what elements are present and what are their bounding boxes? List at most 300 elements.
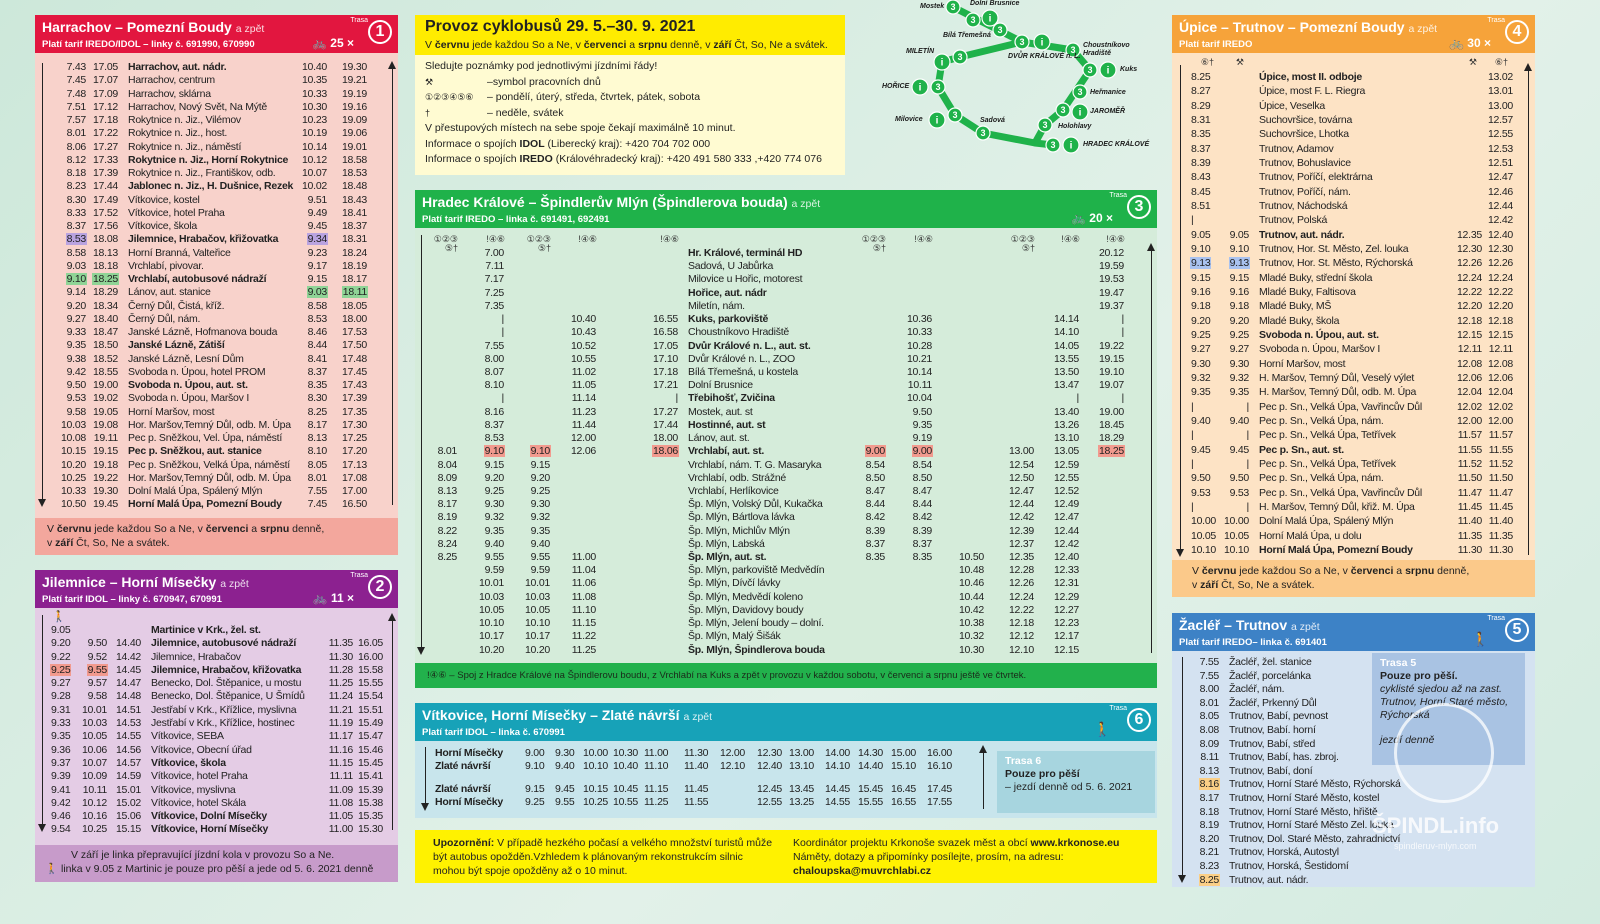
time-cell [1483, 314, 1514, 328]
departure-time: 18.48 [341, 180, 367, 193]
time-cell [933, 379, 985, 392]
time-cell [425, 511, 458, 524]
departure-time: 10.52 [570, 339, 596, 352]
departure-time: 9.30 [530, 498, 550, 511]
trasa-label: Trasa [350, 17, 368, 24]
departure-time: 9.16 [1229, 285, 1249, 298]
up-arrow-icon [1528, 65, 1529, 555]
stop-name: Pec p. Sněžkou, Velká Úpa, náměstí [128, 458, 290, 471]
time-cell [328, 167, 368, 180]
departure-time: 9.15 [1191, 271, 1211, 284]
time-cell [318, 637, 354, 650]
stop-cell [1250, 529, 1455, 543]
departure-time: 10.04 [906, 392, 932, 405]
stop-cell [1250, 142, 1455, 156]
stop-cell [1250, 213, 1455, 227]
time-cell [1190, 228, 1220, 242]
time-cell [1483, 213, 1514, 227]
route-2-header [35, 570, 398, 608]
coordinator-text: Koordinátor projektu Krkonoše svazek měst a obcí [793, 837, 1031, 849]
time-cell [886, 313, 933, 326]
time-cell [296, 326, 328, 339]
departure-time: 15.49 [357, 717, 383, 730]
stop-cell [119, 392, 296, 405]
time-cell [328, 101, 368, 114]
stop-name: Třebihošť, Zvičina [688, 392, 775, 405]
time-cell [50, 757, 74, 770]
time-cell [296, 127, 328, 140]
time-cell [425, 630, 458, 643]
time-cell [1035, 326, 1080, 339]
time-cell [318, 770, 354, 783]
time-cell [354, 637, 384, 650]
time-cell [551, 326, 597, 339]
time-cell [551, 604, 597, 617]
table-row [435, 796, 963, 809]
departure-time: 12.11 [1488, 343, 1513, 356]
time-cell [886, 340, 933, 353]
departure-time: 19.01 [341, 140, 367, 153]
departure-time: | [1191, 500, 1194, 513]
time-cell [425, 445, 458, 458]
departure-time: 8.13 [1199, 764, 1219, 777]
stop-name: Hr. Králové, terminál HD [688, 247, 803, 259]
time-cell [505, 485, 551, 498]
emphasis: září [1200, 579, 1219, 591]
time-cell [1190, 170, 1220, 184]
stop-name: Harrachov, centrum [128, 74, 215, 87]
departure-time: 17.13 [341, 458, 367, 471]
time-cell [985, 313, 1035, 326]
walk-icon: 🚶 [1471, 631, 1489, 647]
stop-name: Rokytnice n. Jiz., host. [128, 127, 228, 140]
time-cell [551, 406, 597, 419]
departure-time: 17.33 [92, 153, 118, 166]
time-cell [505, 392, 551, 405]
departure-time: 9.54 [51, 823, 71, 836]
departure-time: 13.45 [789, 783, 815, 795]
time-cell [328, 339, 368, 352]
time-cell [47, 260, 87, 273]
time-cell [551, 472, 597, 485]
departure-time: 10.05 [81, 730, 107, 743]
table-row [425, 498, 1125, 511]
departure-time: 18.25 [1098, 445, 1124, 458]
time-cell [1080, 498, 1125, 511]
emphasis: srpnu [1405, 565, 1435, 577]
departure-time: 9.38 [66, 352, 86, 365]
departure-time: 16.00 [357, 650, 383, 663]
departure-time: | [1246, 500, 1249, 513]
table-row [47, 485, 368, 498]
time-cell [985, 392, 1035, 405]
column-header: ①②③ ⑤† [526, 234, 551, 253]
stop-cell [119, 114, 296, 127]
time-cell [458, 340, 505, 353]
time-cell [87, 127, 119, 140]
time-cell [354, 677, 384, 690]
time-cell [985, 287, 1035, 300]
column-header: ①②③ ⑤† [1010, 234, 1035, 253]
time-cell [1220, 443, 1250, 457]
stop-name: Mostek, aut. st [688, 405, 753, 418]
time-cell [985, 538, 1035, 551]
time-cell [1080, 313, 1125, 326]
departure-time: 12.47 [1487, 171, 1513, 184]
departure-time: 12.24 [1456, 271, 1482, 284]
departure-time: 17.07 [92, 74, 118, 87]
time-cell [1220, 414, 1250, 428]
time-cell [425, 617, 458, 630]
departure-time: 8.24 [437, 537, 457, 550]
departure-time: 14.42 [115, 650, 141, 663]
route-1-timetable [47, 61, 368, 512]
departure-time: 17.49 [92, 193, 118, 206]
stop-cell [119, 141, 296, 154]
time-cell [1190, 457, 1220, 471]
stop-name: Trutnov, Poříčí, nám. [1259, 185, 1351, 198]
stop-name: Suchovršice, Lhotka [1259, 128, 1349, 141]
departure-time: 10.20 [478, 643, 504, 656]
time-cell [74, 730, 108, 743]
departure-time: 15.10 [891, 760, 917, 772]
time-cell [505, 617, 551, 630]
time-cell [108, 690, 142, 703]
stop-cell [1220, 778, 1420, 792]
departure-time: 8.00 [1199, 683, 1219, 696]
departure-time: 15.47 [357, 730, 383, 743]
time-cell [933, 392, 985, 405]
departure-time: 9.05 [1229, 228, 1249, 241]
stop-cell [679, 591, 860, 604]
time-cell [985, 564, 1035, 577]
info-point-icon [934, 54, 950, 70]
stop-name: Pec p. Sněžkou, aut. stanice [128, 445, 262, 458]
departure-time: 10.17 [524, 630, 550, 643]
departure-time: 19.10 [1098, 365, 1124, 378]
website-link[interactable]: www.krkonose.eu [1030, 837, 1120, 849]
emphasis: srpnu [638, 39, 668, 51]
departure-time: 11.45 [1457, 500, 1482, 513]
time-cell [1483, 271, 1514, 285]
departure-time: 10.08 [60, 432, 86, 444]
time-cell [860, 511, 886, 524]
time-cell [1190, 256, 1220, 270]
departure-time: | [1246, 429, 1249, 442]
departure-time: 10.20 [60, 458, 86, 471]
stop-cell [1250, 400, 1455, 414]
legend-item [425, 75, 835, 91]
stop-name: Vítkovice, škola [151, 756, 226, 769]
departure-time: 17.45 [341, 365, 367, 378]
time-cell [50, 704, 74, 717]
departure-time: 18.05 [341, 299, 367, 312]
departure-time: 12.22 [1456, 285, 1482, 298]
stop-cell [1250, 285, 1455, 299]
time-cell [458, 260, 505, 273]
stop-name: Žacléř, nám. [1229, 683, 1285, 696]
time-cell [458, 604, 505, 617]
departure-time: 8.53 [66, 233, 86, 246]
stop-name: Trutnov, Babí. horní [1229, 723, 1316, 736]
time-cell [296, 154, 328, 167]
departure-time: 19.19 [341, 87, 367, 100]
time-cell [87, 61, 119, 74]
time-cell [1220, 199, 1250, 213]
route-2-timetable [50, 624, 384, 837]
time-cell [505, 273, 551, 286]
time-cell [47, 313, 87, 326]
table-row [1190, 428, 1514, 442]
time-cell [1035, 392, 1080, 405]
legend-symbol: † [425, 107, 431, 118]
departure-time: 9.50 [1191, 472, 1211, 485]
time-cell [551, 617, 597, 630]
departure-time: 8.44 [865, 498, 885, 511]
time-cell [1080, 551, 1125, 564]
table-row [50, 664, 384, 677]
departure-time: 9.20 [51, 637, 71, 650]
time-cell [886, 445, 933, 458]
departure-time: 11.16 [328, 743, 353, 756]
time-cell [1035, 287, 1080, 300]
time-cell [1483, 414, 1514, 428]
time-cell [47, 88, 87, 101]
time-cell [1220, 213, 1250, 227]
time-cell [318, 651, 354, 664]
time-cell [505, 419, 551, 432]
time-cell [597, 379, 679, 392]
time-cell [458, 525, 505, 538]
departure-time: 12.26 [1456, 257, 1482, 270]
departure-time: 9.25 [525, 796, 545, 808]
departure-time: 10.05 [524, 603, 550, 616]
departure-time [382, 624, 384, 636]
text: a [626, 39, 639, 51]
departure-time [1123, 498, 1125, 510]
stop-cell [119, 472, 296, 485]
stop-name: Trutnov, Babí, pevnost [1229, 710, 1328, 723]
legend-symbol: ①②③④⑤⑥ [425, 92, 474, 102]
box-italic: cyklisté sjedou až na zast. Trutnov, Horní Staré město, Rýchorská [1380, 683, 1508, 721]
time-cell [933, 564, 985, 577]
departure-time: 13.00 [1008, 445, 1034, 458]
table-row [47, 207, 368, 220]
time-cell [458, 591, 505, 604]
time-cell [458, 511, 505, 524]
stop-name: Šp. Mlýn, Medvědí koleno [688, 590, 803, 603]
departure-time: 8.17 [437, 498, 457, 511]
time-cell [425, 287, 458, 300]
time-cell [1035, 445, 1080, 458]
table-row [47, 313, 368, 326]
departure-time [1123, 551, 1125, 563]
stop-cell [679, 366, 860, 379]
route-6-panel [415, 703, 1157, 818]
departure-time: 12.47 [1053, 511, 1079, 524]
column-header: ⚒ [1468, 57, 1477, 67]
stop-cell [1250, 385, 1455, 399]
route-number-badge: 2 [368, 575, 392, 599]
departure-time: 9.31 [51, 703, 71, 716]
tariff-line: Platí tarif IDOL – linky č. 670947, 670991 [42, 594, 222, 605]
table-row [47, 339, 368, 352]
time-cell [354, 664, 384, 677]
departure-time: 9.27 [1229, 343, 1249, 356]
time-cell [74, 651, 108, 664]
time-cell [933, 604, 985, 617]
map-label: Sadová [980, 117, 1005, 124]
departure-time: 12.55 [757, 796, 783, 808]
time-cell [47, 207, 87, 220]
time-cell [1455, 256, 1483, 270]
time-cell [985, 273, 1035, 286]
time-cell [1190, 428, 1220, 442]
stop-name: Martinice v Krk., žel. st. [151, 624, 261, 636]
departure-time [1123, 511, 1125, 523]
time-cell [425, 366, 458, 379]
time-cell [933, 353, 985, 366]
time-cell [933, 538, 985, 551]
departure-time: 9.32 [530, 511, 550, 524]
time-cell [47, 432, 87, 445]
departure-time: 9.50 [1229, 472, 1249, 485]
departure-time: 18.31 [341, 233, 367, 246]
stop-cell [1250, 514, 1455, 528]
time-cell [425, 326, 458, 339]
departure-time: 10.20 [524, 643, 550, 656]
departure-time: | [1191, 429, 1194, 442]
time-cell [87, 472, 119, 485]
email-link[interactable]: chaloupska@muvrchlabi.cz [793, 865, 932, 877]
time-cell [458, 379, 505, 392]
time-cell [296, 101, 328, 114]
departure-time: 12.17 [1053, 630, 1079, 643]
time-cell [47, 194, 87, 207]
route-3-stop-icon [948, 108, 962, 122]
stop-cell [142, 744, 318, 757]
departure-time: 10.03 [524, 590, 550, 603]
time-cell [47, 419, 87, 432]
time-cell [505, 472, 551, 485]
time-cell [425, 340, 458, 353]
route-suffix: a zpět [1408, 23, 1438, 35]
time-cell [1080, 260, 1125, 273]
time-cell [108, 823, 142, 836]
departure-time: 11.08 [571, 590, 596, 603]
departure-time: 9.05 [1191, 228, 1211, 241]
time-cell [328, 366, 368, 379]
stop-cell [142, 664, 318, 677]
stop-name: Zlaté návrší [435, 760, 491, 772]
departure-time: 9.13 [1191, 257, 1211, 270]
time-cell [1035, 419, 1080, 432]
stop-name: Černý Důl, nám. [128, 312, 201, 325]
departure-time: 15.30 [357, 823, 383, 836]
departure-time: 9.52 [87, 650, 107, 663]
departure-time: 8.53 [484, 432, 504, 445]
stop-cell [679, 498, 860, 511]
route-1-panel [35, 15, 398, 555]
time-cell [1190, 792, 1220, 806]
time-cell [860, 392, 886, 405]
table-row [47, 167, 368, 180]
stop-name: Trutnov, Polská [1259, 214, 1328, 227]
route-3-stop-icon [993, 23, 1007, 37]
time-cell [296, 445, 328, 458]
time-cell [425, 392, 458, 405]
departure-time: 9.33 [51, 717, 71, 730]
time-cell [860, 630, 886, 643]
table-row [1190, 170, 1514, 184]
departure-time: 12.40 [757, 760, 783, 772]
time-cell [1035, 538, 1080, 551]
time-cell [985, 379, 1035, 392]
departure-time: 19.15 [1098, 352, 1124, 365]
stop-cell [119, 154, 296, 167]
table-row [47, 220, 368, 233]
time-cell [425, 247, 458, 260]
stop-cell [142, 797, 318, 810]
departure-time: 15.45 [858, 783, 884, 795]
svg-text:3: 3 [1070, 45, 1076, 56]
route-3-stop-icon [1056, 103, 1070, 117]
departure-time: 10.40 [613, 760, 639, 772]
time-cell [1483, 156, 1514, 170]
time-cell [74, 717, 108, 730]
departure-time [720, 796, 757, 809]
column-header: !④⑥ [1061, 234, 1080, 244]
time-cell [108, 664, 142, 677]
departure-time: 11.30 [684, 747, 709, 759]
departure-time: 9.58 [66, 405, 86, 418]
delay-notice [433, 836, 773, 878]
time-cell [1080, 340, 1125, 353]
stop-name: Pec p. Sn., Velká Úpa, Tetřívek [1259, 457, 1396, 470]
departure-time: 9.35 [66, 339, 86, 352]
stop-cell [679, 260, 860, 273]
departure-time: 11.05 [571, 379, 596, 392]
departure-time: 8.50 [865, 471, 885, 484]
departure-time: 9.28 [51, 690, 71, 703]
departure-time: 9.45 [1229, 443, 1249, 456]
table-row [425, 406, 1125, 419]
tariff-line: Platí tarif IREDO– linka č. 691401 [1179, 637, 1327, 648]
time-cell [597, 366, 679, 379]
time-cell [1190, 185, 1220, 199]
departure-time: 11.00 [571, 551, 596, 564]
time-cell [108, 757, 142, 770]
departure-time: 8.22 [437, 524, 457, 537]
time-cell [1483, 142, 1514, 156]
time-cell [1080, 445, 1125, 458]
time-cell [1483, 185, 1514, 199]
time-cell [1080, 630, 1125, 643]
text: V [425, 39, 435, 51]
route-3-stop-icon [1046, 138, 1060, 152]
text: (Královéhradecký kraj): +420 491 580 333 ,+420 774 076 [552, 153, 822, 165]
time-cell [425, 379, 458, 392]
time-cell [328, 88, 368, 101]
stop-cell [119, 247, 296, 260]
table-row [1190, 228, 1514, 242]
time-cell [1080, 247, 1125, 260]
departure-time: 17.52 [92, 206, 118, 219]
departure-time: 13.26 [1053, 418, 1079, 431]
time-cell [74, 677, 108, 690]
departure-time: 18.37 [341, 220, 367, 232]
departure-time: 8.23 [66, 180, 86, 193]
